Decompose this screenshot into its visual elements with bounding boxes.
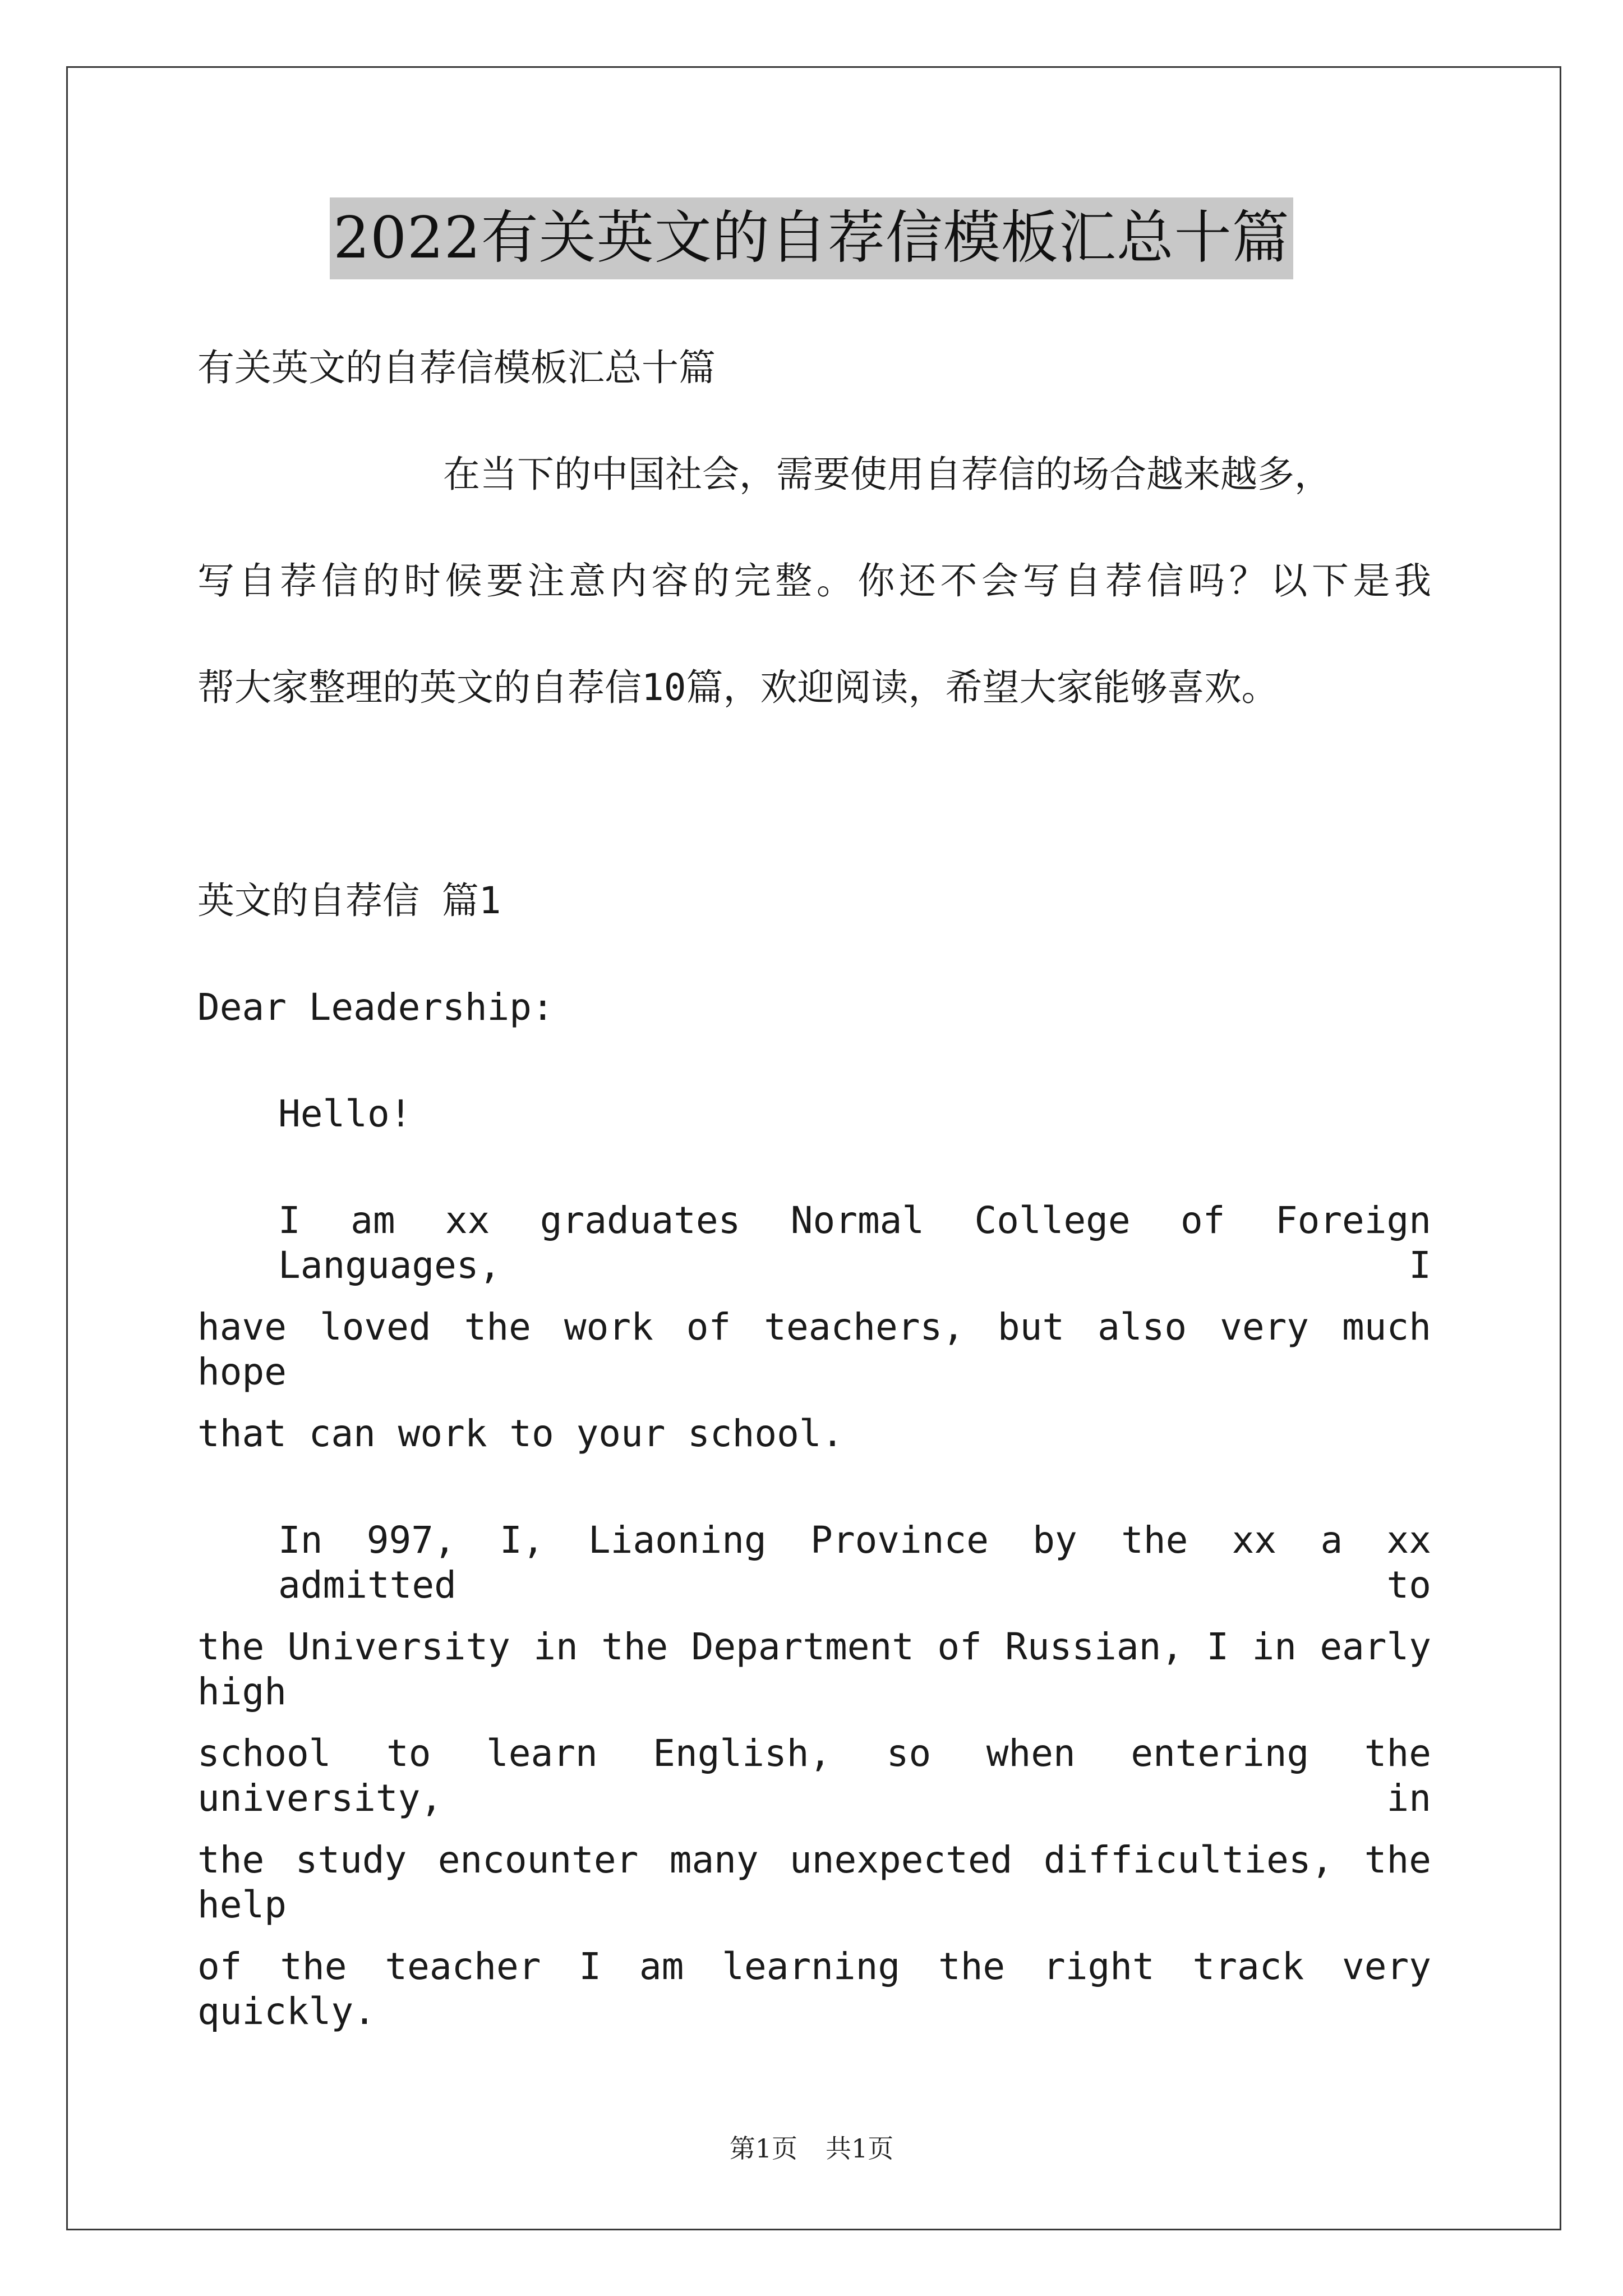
intro-line-2: 写自荐信的时候要注意内容的完整。你还不会写自荐信吗？以下是我	[197, 559, 1431, 602]
paragraph2-line-4: the study encounter many unexpected difficulties, the help	[197, 1838, 1431, 1926]
section-heading: 英文的自荐信 篇1	[197, 879, 501, 922]
paragraph2-line-2: the University in the Department of Russian, I in early high	[197, 1625, 1431, 1713]
document-subtitle: 有关英文的自荐信模板汇总十篇	[197, 346, 716, 389]
paragraph2-line-5: of the teacher I am learning the right track very quickly.	[197, 1945, 1431, 2033]
greeting: Hello!	[278, 1092, 412, 1135]
document-title: 2022有关英文的自荐信模板汇总十篇	[330, 197, 1293, 279]
paragraph1-line-3: that can work to your school.	[197, 1412, 844, 1455]
intro-line-1: 在当下的中国社会，需要使用自荐信的场合越来越多，	[443, 453, 1331, 496]
page-number-current: 第1页	[729, 2133, 797, 2164]
paragraph1-line-1: I am xx graduates Normal College of Foreign Languages, I	[278, 1199, 1431, 1287]
page-number-total: 共1页	[826, 2133, 894, 2164]
paragraph2-line-3: school to learn English, so when entering the university, in	[197, 1732, 1431, 1820]
title-wrapper	[0, 197, 1623, 279]
paragraph2-line-1: In 997, I, Liaoning Province by the xx a xx admitted to	[278, 1519, 1431, 1607]
intro-line-3: 帮大家整理的英文的自荐信10篇，欢迎阅读，希望大家能够喜欢。	[197, 666, 1279, 709]
salutation: Dear Leadership:	[197, 986, 554, 1029]
page-footer	[0, 2128, 1623, 2165]
paragraph1-line-2: have loved the work of teachers, but also very much hope	[197, 1305, 1431, 1393]
